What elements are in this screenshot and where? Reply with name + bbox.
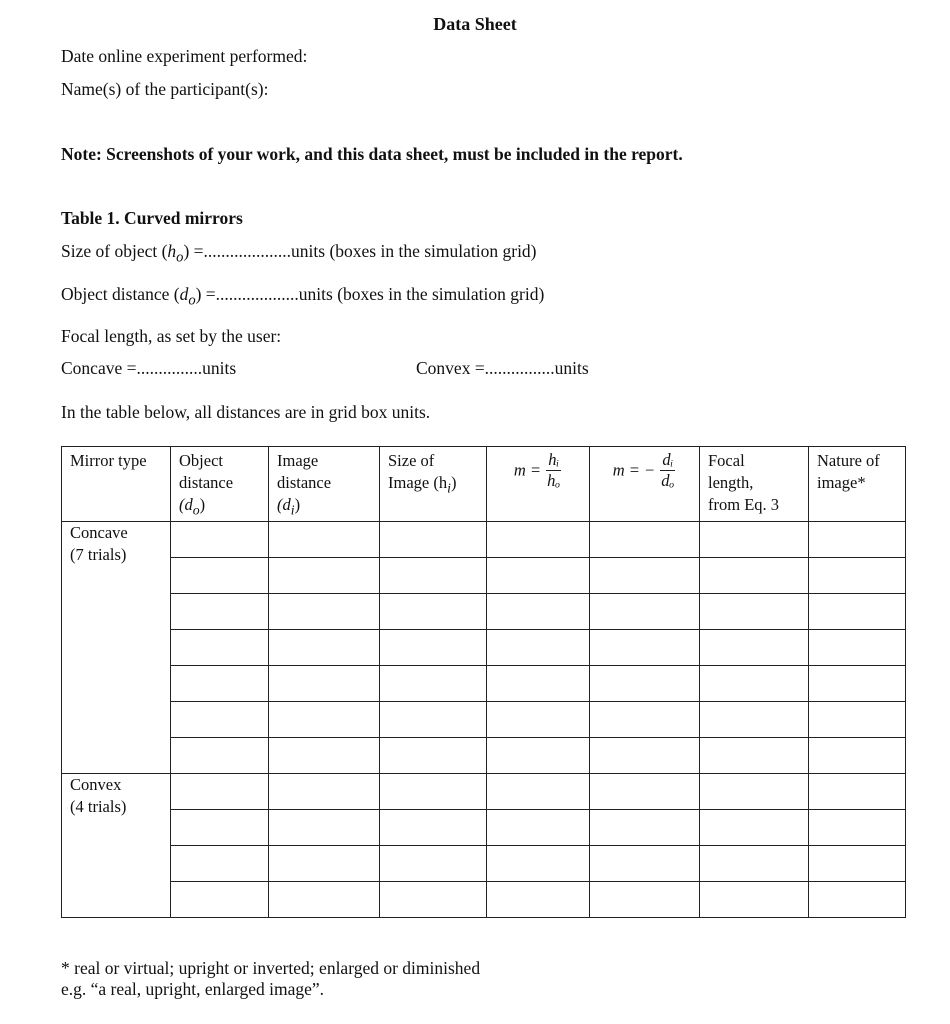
data-entry-cell[interactable] (809, 666, 906, 702)
curved-mirrors-table (61, 446, 906, 918)
data-entry-cell[interactable] (809, 630, 906, 666)
data-entry-cell[interactable] (700, 774, 809, 810)
data-entry-cell[interactable] (171, 810, 269, 846)
data-entry-cell[interactable] (487, 882, 590, 918)
data-entry-cell[interactable] (171, 630, 269, 666)
data-entry-cell[interactable] (487, 774, 590, 810)
data-entry-cell[interactable] (700, 810, 809, 846)
data-entry-cell[interactable] (380, 594, 487, 630)
data-entry-cell[interactable] (809, 882, 906, 918)
data-entry-cell[interactable] (269, 846, 380, 882)
distance-ratio-fraction: $\frac{\text{dᵢ}}{\text{dₒ}}$ (661, 450, 675, 490)
data-entry-cell[interactable] (487, 594, 590, 630)
mirror-type-cell (62, 522, 171, 774)
table-row (62, 594, 906, 630)
data-entry-cell[interactable] (171, 666, 269, 702)
data-entry-cell[interactable] (380, 846, 487, 882)
data-entry-cell[interactable] (590, 846, 700, 882)
object-distance-line: Object distance $(d_o)$ =...................units (boxes in the simulation grid) (61, 284, 545, 309)
table-header-row (62, 447, 906, 522)
data-entry-cell[interactable] (590, 594, 700, 630)
data-entry-cell[interactable] (487, 630, 590, 666)
data-entry-cell[interactable] (590, 558, 700, 594)
col-object-distance: Object distance $(d_o)$ (171, 447, 269, 522)
data-entry-cell[interactable] (590, 702, 700, 738)
data-entry-cell[interactable] (380, 882, 487, 918)
object-size-line: Size of object $(h_o)$ =....................units (boxes in the simulation grid) (61, 241, 537, 266)
data-entry-cell[interactable] (700, 558, 809, 594)
mirror-type-label: (4 trials) (70, 797, 127, 817)
data-entry-cell[interactable] (171, 558, 269, 594)
col-magnification-heights: m = $\frac{\text{hᵢ}}{\text{hₒ}}$ (487, 447, 590, 522)
data-entry-cell[interactable] (700, 630, 809, 666)
data-entry-cell[interactable] (269, 882, 380, 918)
data-entry-cell[interactable] (269, 666, 380, 702)
data-entry-cell[interactable] (487, 702, 590, 738)
data-entry-cell[interactable] (809, 846, 906, 882)
data-entry-cell[interactable] (487, 666, 590, 702)
data-entry-cell[interactable] (809, 702, 906, 738)
data-entry-cell[interactable] (590, 882, 700, 918)
table-row (62, 522, 906, 558)
concave-focal-line: Concave =...............units (61, 358, 237, 378)
table-row (62, 666, 906, 702)
mirror-type-label: Concave (70, 523, 128, 543)
data-entry-cell[interactable] (380, 774, 487, 810)
table-row (62, 702, 906, 738)
data-entry-cell[interactable] (487, 738, 590, 774)
data-entry-cell[interactable] (590, 522, 700, 558)
table-row (62, 846, 906, 882)
data-entry-cell[interactable] (269, 558, 380, 594)
col-focal-length: Focal length, from Eq. 3 (700, 447, 809, 522)
data-entry-cell[interactable] (700, 846, 809, 882)
convex-focal-line: Convex =................units (416, 358, 589, 378)
data-entry-cell[interactable] (380, 666, 487, 702)
data-entry-cell[interactable] (590, 738, 700, 774)
data-entry-cell[interactable] (700, 522, 809, 558)
data-entry-cell[interactable] (487, 810, 590, 846)
table-row (62, 810, 906, 846)
data-entry-cell[interactable] (590, 666, 700, 702)
data-entry-cell[interactable] (269, 738, 380, 774)
table-row (62, 558, 906, 594)
mirror-type-label: Convex (70, 775, 122, 795)
data-entry-cell[interactable] (700, 666, 809, 702)
data-entry-cell[interactable] (171, 738, 269, 774)
data-entry-cell[interactable] (487, 558, 590, 594)
data-entry-cell[interactable] (700, 594, 809, 630)
data-entry-cell[interactable] (700, 882, 809, 918)
data-entry-cell[interactable] (590, 630, 700, 666)
data-entry-cell[interactable] (171, 594, 269, 630)
participants-label: Name(s) of the participant(s): (61, 79, 269, 99)
data-entry-cell[interactable] (590, 774, 700, 810)
data-entry-cell[interactable] (171, 702, 269, 738)
height-ratio-fraction: $\frac{\text{hᵢ}}{\text{hₒ}}$ (547, 450, 561, 490)
col-magnification-distances: m = − $\frac{\text{dᵢ}}{\text{dₒ}}$ (590, 447, 700, 522)
col-image-distance: Image distance $(d_i)$ (269, 447, 380, 522)
footnote-line-2: e.g. “a real, upright, enlarged image”. (61, 979, 325, 999)
data-entry-cell[interactable] (700, 738, 809, 774)
data-entry-cell[interactable] (380, 738, 487, 774)
page-title: Data Sheet (433, 14, 517, 34)
data-entry-cell[interactable] (380, 702, 487, 738)
report-note: Note: Screenshots of your work, and this data sheet, must be included in the report. (61, 144, 683, 164)
data-entry-cell[interactable] (809, 594, 906, 630)
data-entry-cell[interactable] (171, 882, 269, 918)
data-entry-cell[interactable] (269, 702, 380, 738)
data-entry-cell[interactable] (590, 810, 700, 846)
data-entry-cell[interactable] (809, 810, 906, 846)
footnote-line-1: * real or virtual; upright or inverted; enlarged or diminished (61, 958, 481, 978)
table-heading: Table 1. Curved mirrors (61, 208, 243, 228)
footnote (61, 958, 480, 1000)
table-row (62, 882, 906, 918)
data-entry-cell[interactable] (171, 846, 269, 882)
data-entry-cell[interactable] (487, 522, 590, 558)
mirror-type-cell (62, 774, 171, 918)
data-entry-cell[interactable] (809, 522, 906, 558)
data-entry-cell[interactable] (809, 774, 906, 810)
data-entry-cell[interactable] (171, 774, 269, 810)
col-nature-of-image: Nature of image* (809, 447, 906, 522)
data-entry-cell[interactable] (380, 522, 487, 558)
data-entry-cell[interactable] (269, 594, 380, 630)
mirror-type-label: (7 trials) (70, 545, 127, 565)
table-row (62, 738, 906, 774)
data-entry-cell[interactable] (809, 558, 906, 594)
data-entry-cell[interactable] (380, 810, 487, 846)
data-entry-cell[interactable] (380, 630, 487, 666)
data-entry-cell[interactable] (809, 738, 906, 774)
focal-length-label: Focal length, as set by the user: (61, 326, 282, 346)
data-entry-cell[interactable] (269, 774, 380, 810)
data-entry-cell[interactable] (487, 846, 590, 882)
data-entry-cell[interactable] (700, 702, 809, 738)
units-note: In the table below, all distances are in grid box units. (61, 402, 431, 422)
col-mirror-type: Mirror type (62, 447, 171, 522)
data-entry-cell[interactable] (269, 630, 380, 666)
col-size-of-image: Size of Image $(h_i)$ (380, 447, 487, 522)
data-entry-cell[interactable] (269, 810, 380, 846)
date-label: Date online experiment performed: (61, 46, 308, 66)
table-row (62, 630, 906, 666)
data-entry-cell[interactable] (171, 522, 269, 558)
table-body (62, 522, 906, 918)
table-row (62, 774, 906, 810)
data-entry-cell[interactable] (380, 558, 487, 594)
data-entry-cell[interactable] (269, 522, 380, 558)
